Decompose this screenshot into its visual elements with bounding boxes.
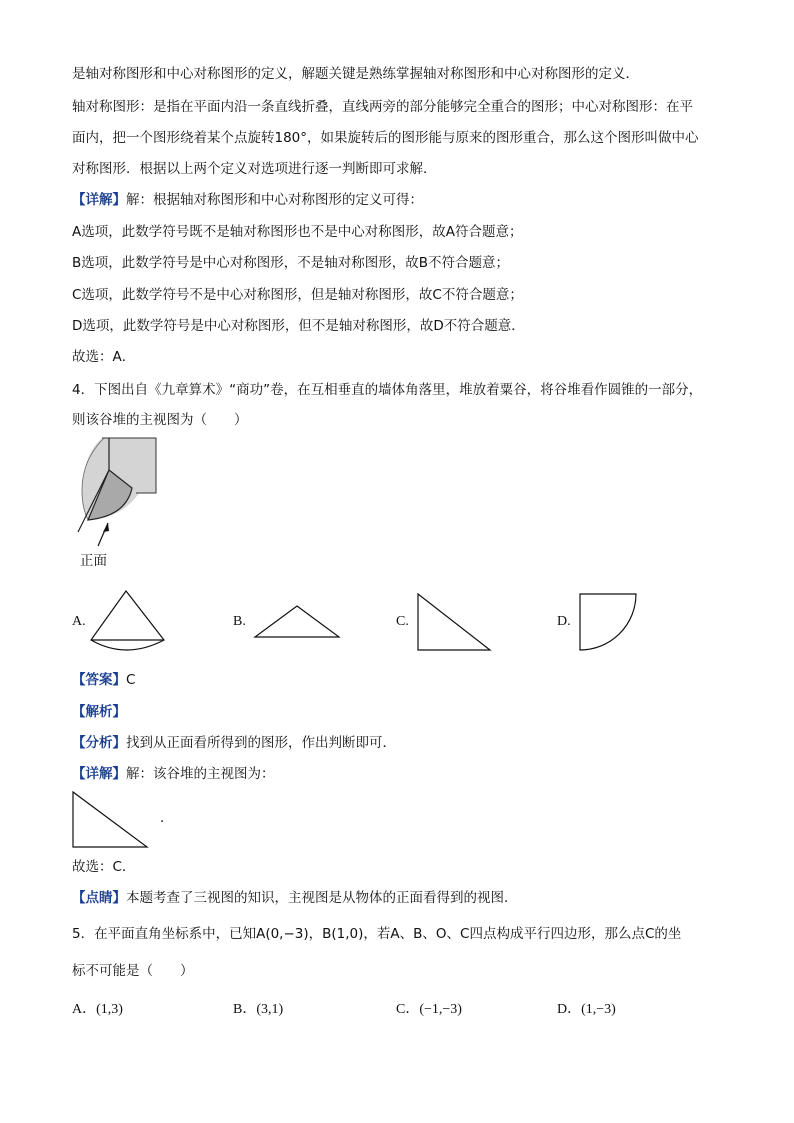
dianjing-text: 本题考查了三视图的知识，主视图是从物体的正面看得到的视图．	[126, 890, 518, 906]
answer-value: C	[126, 672, 136, 688]
q4-option-d-label: D.	[557, 614, 571, 629]
q3-option-a-analysis: A选项，此数学符号既不是轴对称图形也不是中心对称图形，故A符合题意；	[72, 224, 523, 240]
q4-stem-line-2: 则该谷堆的主视图为（ ）	[72, 412, 248, 428]
grain-pile-figure	[74, 438, 164, 546]
q5-stem-line-2: 标不可能是（ ）	[72, 963, 194, 979]
q3-analysis-line-2: 轴对称图形：是指在平面内沿一条直线折叠，直线两旁的部分能够完全重合的图形；中心对称图形：在平	[72, 99, 693, 115]
q3-option-b-analysis: B选项，此数学符号是中心对称图形，不是轴对称图形，故B不符合题意；	[72, 255, 510, 271]
q4-option-d-figure	[578, 592, 638, 654]
q3-detail-line	[72, 190, 423, 210]
q4-option-c-label: C.	[396, 614, 409, 629]
detail-text: 解：根据轴对称图形和中心对称图形的定义可得：	[126, 192, 423, 208]
q4-option-a-figure	[88, 590, 168, 656]
q4-analysis-heading	[72, 702, 126, 722]
detail-tag: 【详解】	[72, 766, 126, 782]
q5-option-c: C．(−1,−3)	[396, 1002, 462, 1017]
q4-fenxi-line	[72, 733, 396, 753]
q3-option-d-analysis: D选项，此数学符号是中心对称图形，但不是轴对称图形，故D不符合题意．	[72, 318, 525, 334]
analysis-tag: 【解析】	[72, 704, 126, 720]
detail-text: 解：该谷堆的主视图为：	[126, 766, 275, 782]
q4-detail-line	[72, 764, 275, 784]
q3-analysis-line-3: 面内，把一个图形绕着某个点旋转180°，如果旋转后的图形能与原来的图形重合，那么这个图形叫做中心	[72, 130, 699, 146]
q4-stem-line-1: 4．下图出自《九章算术》“商功”卷，在互相垂直的墙体角落里，堆放着粟谷，将谷堆看作圆锥的一部分，	[72, 382, 703, 398]
q4-choice: 故选：C．	[72, 859, 136, 875]
q3-option-c-analysis: C选项，此数学符号不是中心对称图形，但是轴对称图形，故C不符合题意；	[72, 287, 523, 303]
q4-option-b-figure	[252, 604, 342, 640]
q5-option-a: A．(1,3)	[72, 1002, 123, 1017]
q4-dianjing-line	[72, 888, 518, 908]
q4-option-a-label: A.	[72, 614, 86, 629]
answer-tag: 【答案】	[72, 672, 126, 688]
q5-stem-line-1: 5．在平面直角坐标系中，已知A(0,−3)，B(1,0)，若A、B、O、C四点构成平行四边形，那么点C的坐	[72, 926, 682, 942]
q5-option-d: D．(1,−3)	[557, 1002, 616, 1017]
q4-front-view-figure	[71, 790, 151, 850]
q3-analysis-line-1: 是轴对称图形和中心对称图形的定义，解题关键是熟练掌握轴对称图形和中心对称图形的定义．	[72, 66, 639, 82]
fenxi-text: 找到从正面看所得到的图形，作出判断即可．	[126, 735, 396, 751]
q4-option-c-figure	[416, 592, 494, 654]
fenxi-tag: 【分析】	[72, 735, 126, 751]
q4-option-b-label: B.	[233, 614, 246, 629]
q3-analysis-line-4: 对称图形．根据以上两个定义对选项进行逐一判断即可求解．	[72, 161, 437, 177]
dianjing-tag: 【点睛】	[72, 890, 126, 906]
q3-choice: 故选：A．	[72, 349, 136, 365]
q4-figure-period: ．	[160, 810, 174, 826]
detail-tag: 【详解】	[72, 192, 126, 208]
q5-option-b: B．(3,1)	[233, 1002, 284, 1017]
front-label: 正面	[80, 553, 107, 569]
q4-answer-line	[72, 670, 135, 690]
